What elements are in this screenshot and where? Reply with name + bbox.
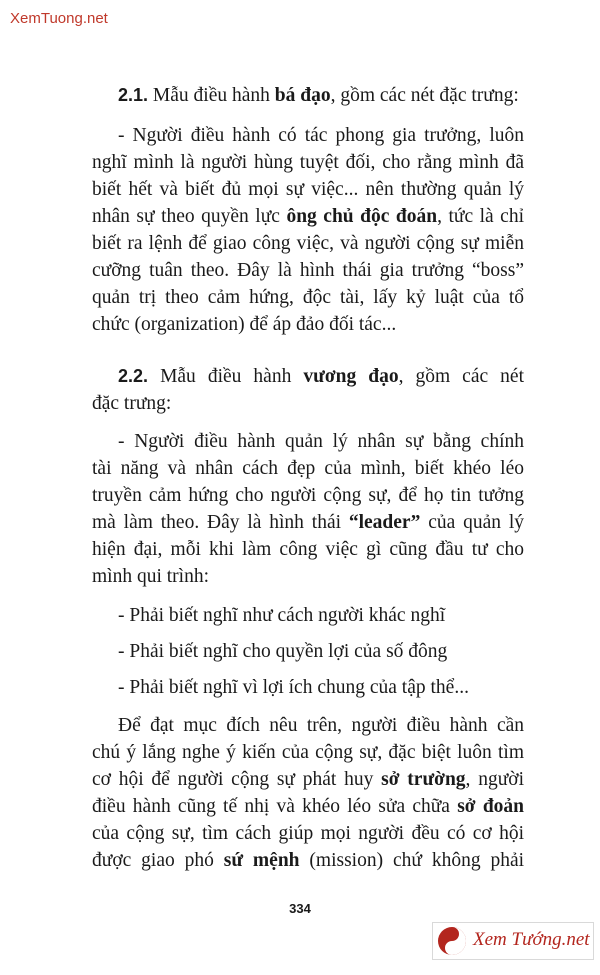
section2-heading: 2.2. Mẫu điều hành vương đạo, gồm các nét bbox=[118, 366, 524, 387]
section1-line: biết hết và biết đủ mọi sự việc... nên thường quản lý bbox=[92, 179, 524, 200]
closing-line: được giao phó sứ mệnh (mission) chứ không phải bbox=[92, 850, 525, 871]
section2-line: mà làm theo. Đây là hình thái “leader” của quản lý bbox=[92, 512, 524, 533]
section1-line: biết ra lệnh để giao công việc, và người cộng sự miễn bbox=[92, 233, 524, 254]
closing-line: chú ý lắng nghe ý kiến của cộng sự, đặc biệt luôn tìm bbox=[92, 742, 524, 763]
list-item: - Phải biết nghĩ vì lợi ích chung của tập thể... bbox=[118, 677, 469, 698]
section1-line: cưỡng tuân theo. Đây là hình thái gia trưởng “boss” bbox=[92, 260, 524, 281]
section1-line: quản trị theo cảm hứng, độc tài, lấy kỷ luật của tổ bbox=[92, 287, 524, 308]
section1-line: nghĩ mình là người hùng tuyệt đối, cho rằng mình đã bbox=[92, 152, 524, 173]
section1-heading: 2.1. Mẫu điều hành bá đạo, gồm các nét đặc trưng: bbox=[118, 85, 519, 106]
closing-line: cơ hội để người cộng sự phát huy sở trường, người bbox=[92, 769, 524, 790]
section2-line: mình qui trình: bbox=[92, 566, 209, 587]
section2-line: - Người điều hành quản lý nhân sự bằng chính bbox=[118, 431, 524, 452]
section1-line: - Người điều hành có tác phong gia trưởng, luôn bbox=[118, 125, 524, 146]
section2-line: tài năng và nhân cách đẹp của mình, biết khéo léo bbox=[92, 458, 524, 479]
yin-yang-icon bbox=[437, 926, 467, 956]
closing-line: của cộng sự, tìm cách giúp mọi người đều có cơ hội bbox=[92, 823, 524, 844]
site-logo bbox=[432, 922, 594, 960]
closing-line: Để đạt mục đích nêu trên, người điều hành cần bbox=[118, 715, 524, 736]
list-item: - Phải biết nghĩ như cách người khác nghĩ bbox=[118, 605, 446, 626]
closing-line: điều hành cũng tế nhị và khéo léo sửa chữa sở đoản bbox=[92, 796, 525, 817]
logo-text: Xem Tướng.net bbox=[473, 929, 590, 950]
section2-line: truyền cảm hứng cho người cộng sự, để họ tin tưởng bbox=[92, 485, 524, 506]
watermark-top: XemTuong.net bbox=[10, 10, 108, 27]
section2-line: hiện đại, mỗi khi làm công việc gì cũng đầu tư cho bbox=[92, 539, 524, 560]
section1-line: chức (organization) để áp đảo đối tác... bbox=[92, 314, 397, 335]
list-item: - Phải biết nghĩ cho quyền lợi của số đông bbox=[118, 641, 448, 662]
section1-line: nhân sự theo quyền lực ông chủ độc đoán, tức là chỉ bbox=[92, 206, 524, 227]
section2-heading-cont: đặc trưng: bbox=[92, 393, 172, 414]
page-number: 334 bbox=[289, 901, 311, 916]
